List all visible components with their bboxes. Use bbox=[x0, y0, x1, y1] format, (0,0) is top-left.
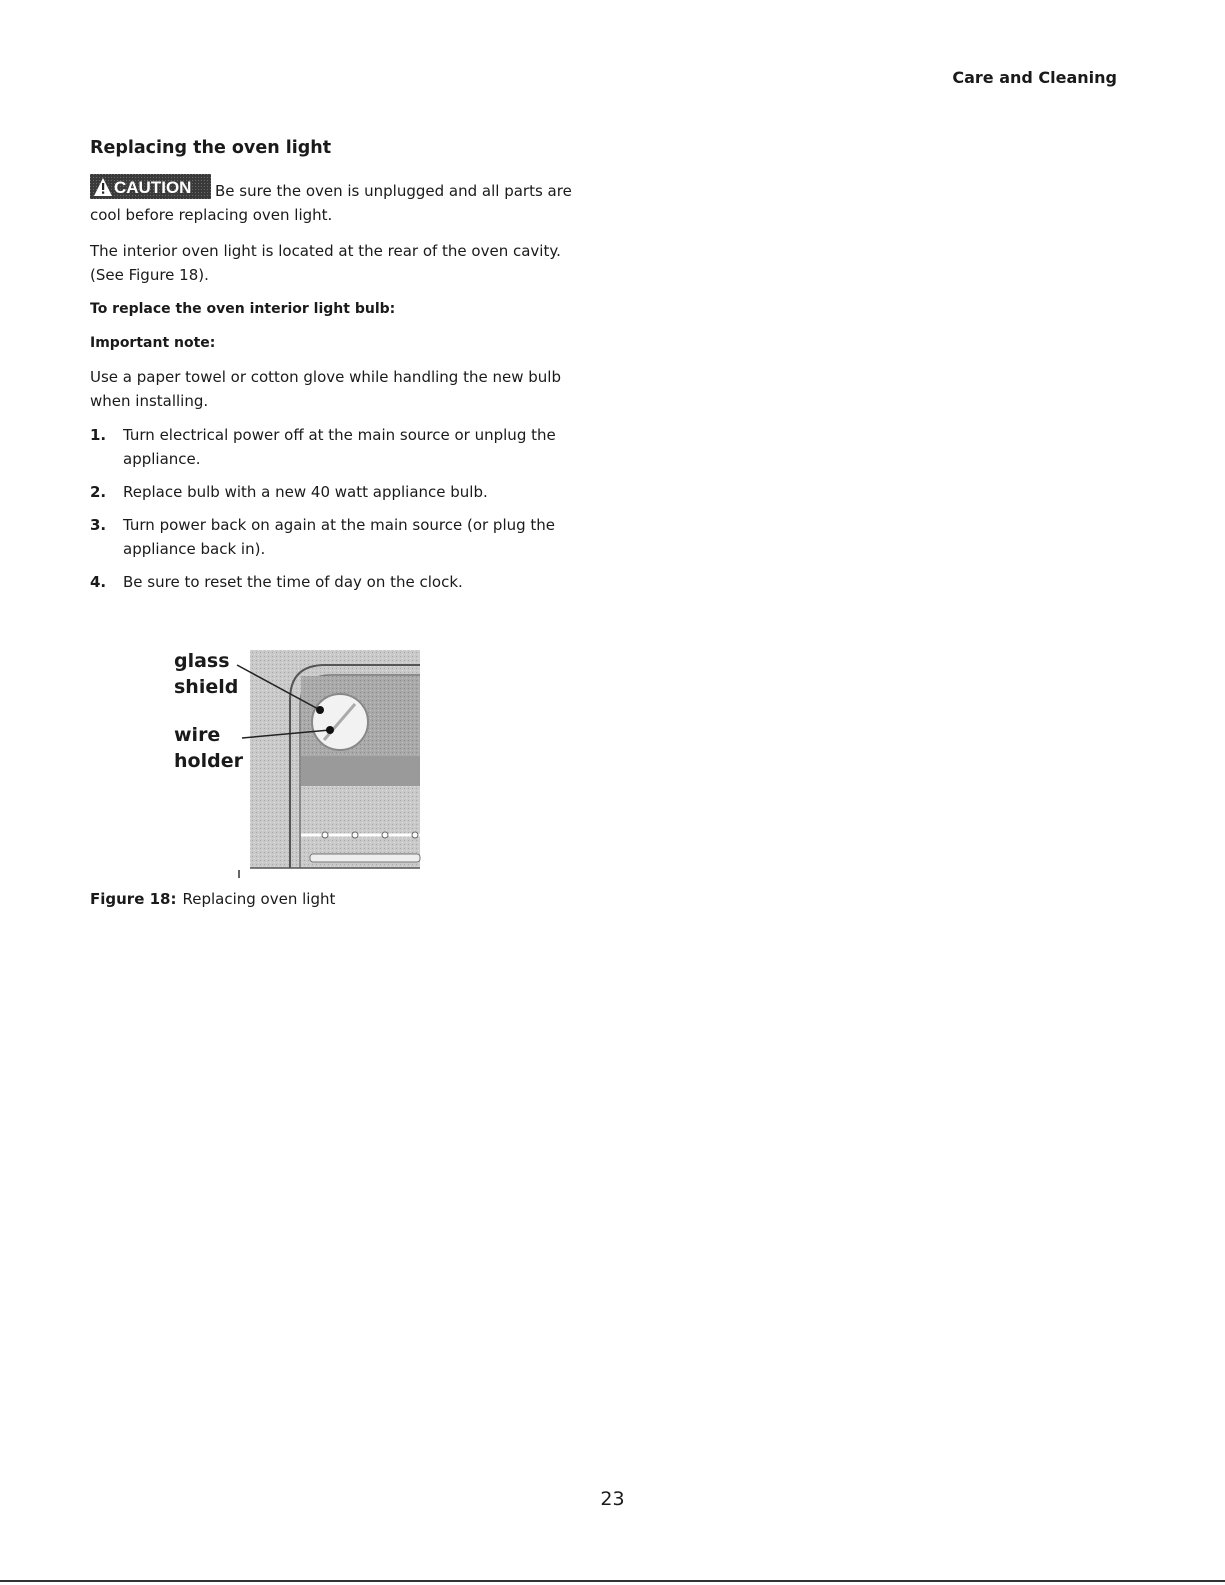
figure-caption bbox=[90, 890, 335, 908]
oven-light-figure bbox=[160, 640, 430, 880]
section-header: Care and Cleaning bbox=[952, 68, 1117, 87]
caution-label: CAUTION bbox=[114, 178, 192, 197]
wire-holder-label: wire holder bbox=[174, 724, 243, 772]
important-note-heading: Important note: bbox=[90, 335, 216, 351]
steps-list bbox=[90, 423, 595, 594]
glass-shield-label: glass shield bbox=[174, 650, 239, 698]
list-item: 1. Turn electrical power off at the main source or unplug the appliance. bbox=[90, 426, 556, 468]
light-bulb-icon bbox=[312, 694, 368, 750]
page-number: 23 bbox=[600, 1488, 625, 1510]
caption-text: Replacing oven light bbox=[182, 890, 336, 908]
main-content bbox=[90, 138, 595, 603]
list-item: 2. Replace bulb with a new 40 watt appliance bulb. bbox=[90, 483, 488, 501]
list-item: 3. Turn power back on again at the main source (or plug the appliance back in). bbox=[90, 516, 556, 558]
caption-number: Figure 18: bbox=[90, 890, 177, 908]
oven-cavity-illustration bbox=[160, 640, 430, 880]
list-item: 4. Be sure to reset the time of day on the clock. bbox=[90, 573, 463, 591]
important-note-text: Use a paper towel or cotton glove while handling the new bulb when installing. bbox=[90, 368, 561, 410]
caution-paragraph bbox=[90, 174, 595, 227]
page-title: Replacing the oven light bbox=[90, 138, 332, 158]
procedure-heading: To replace the oven interior light bulb: bbox=[90, 301, 396, 317]
bottom-rule bbox=[0, 1580, 1225, 1582]
caution-text: Be sure the oven is unplugged and all parts are cool before replacing oven light. bbox=[90, 182, 572, 224]
caution-badge bbox=[90, 174, 211, 199]
intro-paragraph: The interior oven light is located at the rear of the oven cavity. (See Figure 18). bbox=[90, 242, 561, 284]
